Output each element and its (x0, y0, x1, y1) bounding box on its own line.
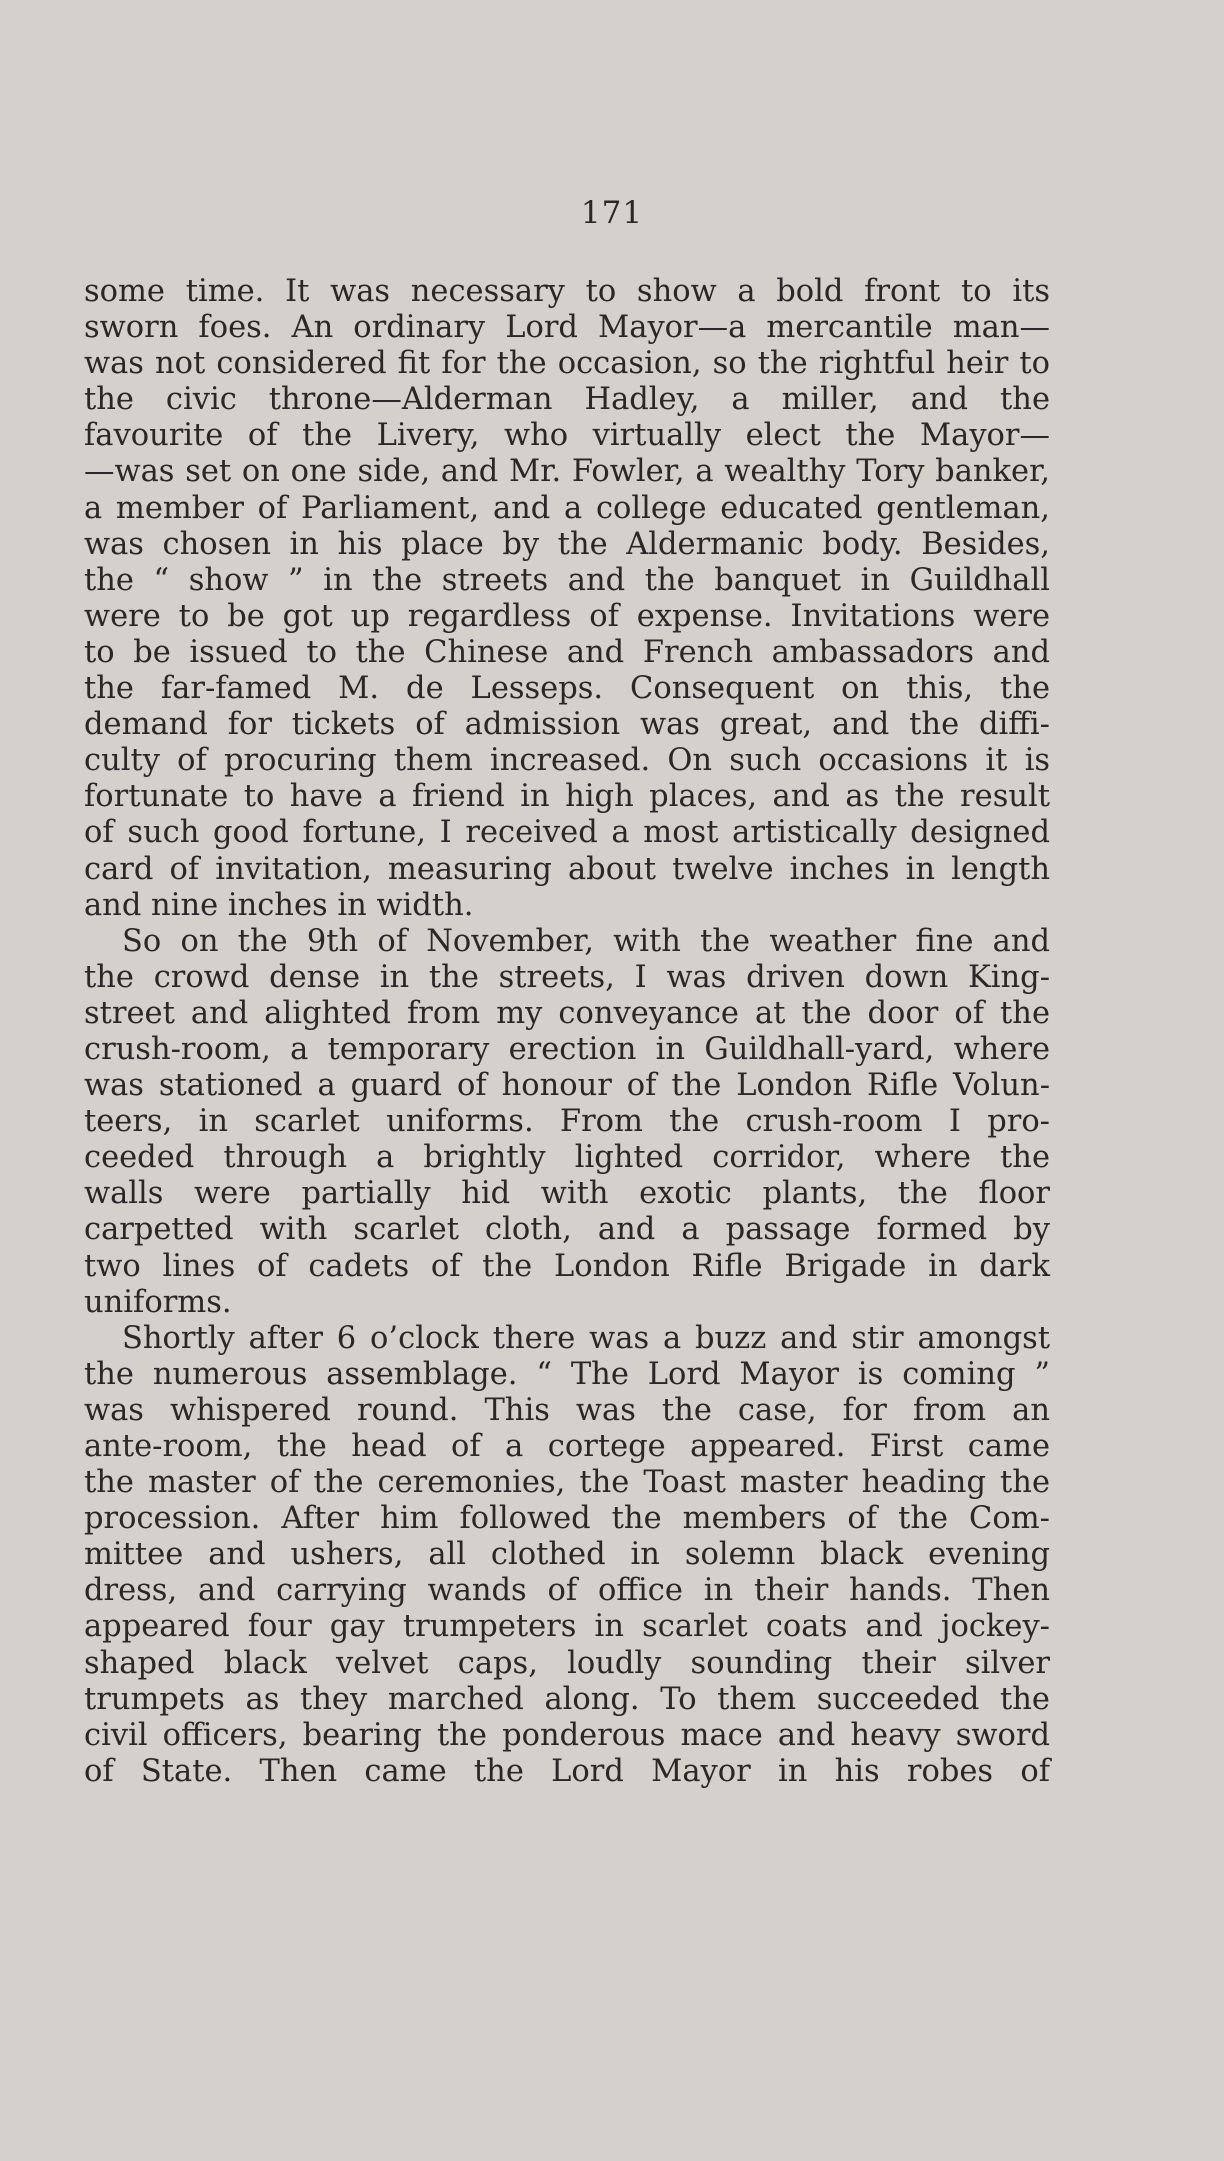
text-line: sworn foes. An ordinary Lord Mayor—a mercantile man— (84, 310, 1050, 346)
text-line: of such good fortune, I received a most artistically designed (84, 815, 1050, 851)
text-line: to be issued to the Chinese and French ambassadors and (84, 634, 1050, 670)
text-line: appeared four gay trumpeters in scarlet coats and jockey- (84, 1609, 1050, 1645)
text-line: procession. After him followed the members of the Com- (84, 1501, 1050, 1537)
text-line: culty of procuring them increased. On such occasions it is (84, 743, 1050, 779)
text-line: was stationed a guard of honour of the London Rifle Volun- (84, 1068, 1050, 1104)
text-line: were to be got up regardless of expense. Invitations were (84, 598, 1050, 634)
text-line: the crowd dense in the streets, I was driven down King- (84, 959, 1050, 995)
text-line: and nine inches in width. (84, 887, 474, 923)
text-line: carpetted with scarlet cloth, and a passage formed by (84, 1212, 1050, 1248)
text-line: mittee and ushers, all clothed in solemn black evening (84, 1537, 1050, 1573)
text-line: card of invitation, measuring about twelve inches in length (84, 851, 1050, 887)
body-text (84, 274, 1050, 1790)
text-line: Shortly after 6 o’clock there was a buzz and stir amongst (122, 1320, 1050, 1356)
text-line: crush-room, a temporary erection in Guildhall-yard, where (84, 1031, 1050, 1067)
text-line: some time. It was necessary to show a bold front to its (84, 274, 1050, 309)
text-line: teers, in scarlet uniforms. From the crush-room I pro- (84, 1104, 1050, 1140)
text-line: dress, and carrying wands of office in their hands. Then (84, 1573, 1050, 1609)
text-line: uniforms. (84, 1284, 232, 1320)
text-line: So on the 9th of November, with the weather fine and (122, 923, 1050, 959)
text-line: demand for tickets of admission was great, and the diffi- (84, 707, 1050, 743)
page-number: 171 (580, 195, 644, 231)
text-line: fortunate to have a friend in high places, and as the result (84, 779, 1050, 815)
text-line: the numerous assemblage. “ The Lord Mayor is coming ” (84, 1356, 1050, 1392)
text-line: two lines of cadets of the London Rifle Brigade in dark (84, 1248, 1050, 1284)
text-line: was not considered fit for the occasion, so the rightful heir to (84, 346, 1050, 382)
text-line: was whispered round. This was the case, for from an (84, 1392, 1050, 1428)
text-line: favourite of the Livery, who virtually elect the Mayor— (84, 418, 1050, 454)
text-line: was chosen in his place by the Aldermanic body. Besides, (84, 526, 1050, 562)
text-line: the “ show ” in the streets and the banquet in Guildhall (84, 562, 1050, 598)
text-line: the master of the ceremonies, the Toast master heading the (84, 1465, 1050, 1501)
text-line: the civic throne—Alderman Hadley, a miller, and the (84, 382, 1050, 418)
text-line: —was set on one side, and Mr. Fowler, a wealthy Tory banker, (84, 454, 1050, 490)
text-line: of State. Then came the Lord Mayor in his robes of (84, 1753, 1050, 1789)
text-line: the far-famed M. de Lesseps. Consequent on this, the (84, 671, 1050, 707)
text-line: street and alighted from my conveyance at the door of the (84, 995, 1050, 1031)
text-line: walls were partially hid with exotic plants, the floor (84, 1176, 1050, 1212)
text-line: civil officers, bearing the ponderous mace and heavy sword (84, 1717, 1050, 1753)
text-line: shaped black velvet caps, loudly sounding their silver (84, 1645, 1050, 1681)
text-line: trumpets as they marched along. To them succeeded the (84, 1681, 1050, 1717)
text-line: a member of Parliament, and a college educated gentleman, (84, 490, 1050, 526)
text-line: ante-room, the head of a cortege appeared. First came (84, 1429, 1050, 1464)
text-line: ceeded through a brightly lighted corridor, where the (84, 1140, 1050, 1176)
